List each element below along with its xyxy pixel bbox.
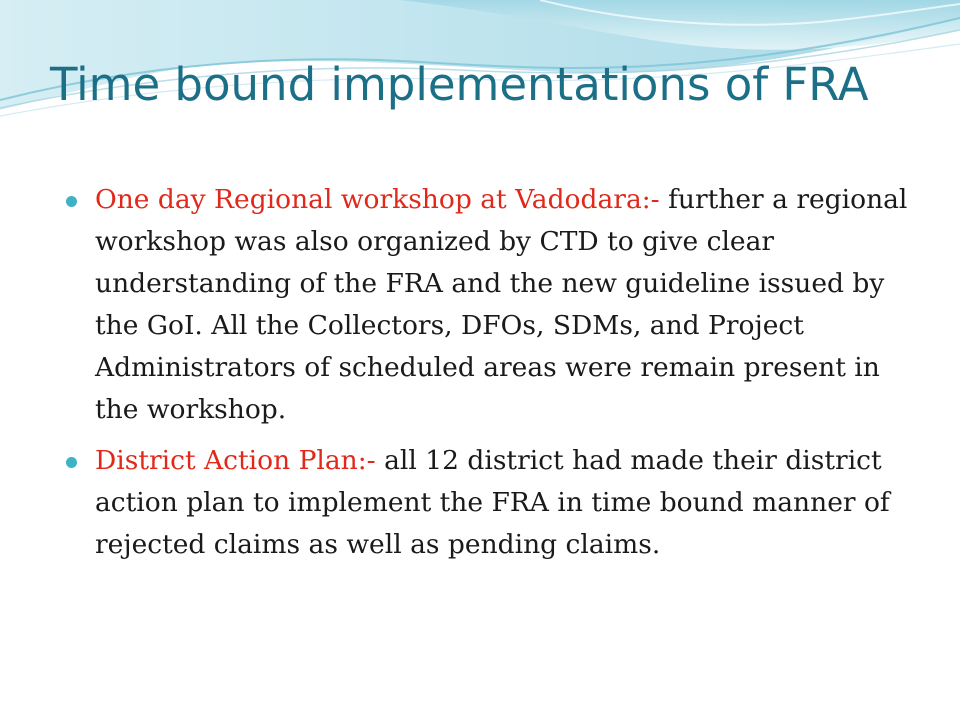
bullet-item-action-plan <box>66 440 926 566</box>
bullet-dot-icon <box>66 457 77 468</box>
slide-title: Time bound implementations of FRA <box>50 58 869 111</box>
bullet-item-workshop <box>66 179 926 431</box>
bullet-lead: One day Regional workshop at Vadodara:- <box>95 184 660 215</box>
bullet-lead: District Action Plan:- <box>95 445 376 476</box>
bullet-body: further a regional workshop was also organized by CTD to give clear understanding of the FRA and the new guideline issued by the GoI. All the Collectors, DFOs, SDMs, and Project Administrators of scheduled areas were remain present in the workshop. <box>95 184 908 425</box>
bullet-body: all 12 district had made their district action plan to implement the FRA in time bound manner of rejected claims as well as pending claims. <box>95 445 890 560</box>
bullet-dot-icon <box>66 196 77 207</box>
bullet-list <box>66 179 926 575</box>
